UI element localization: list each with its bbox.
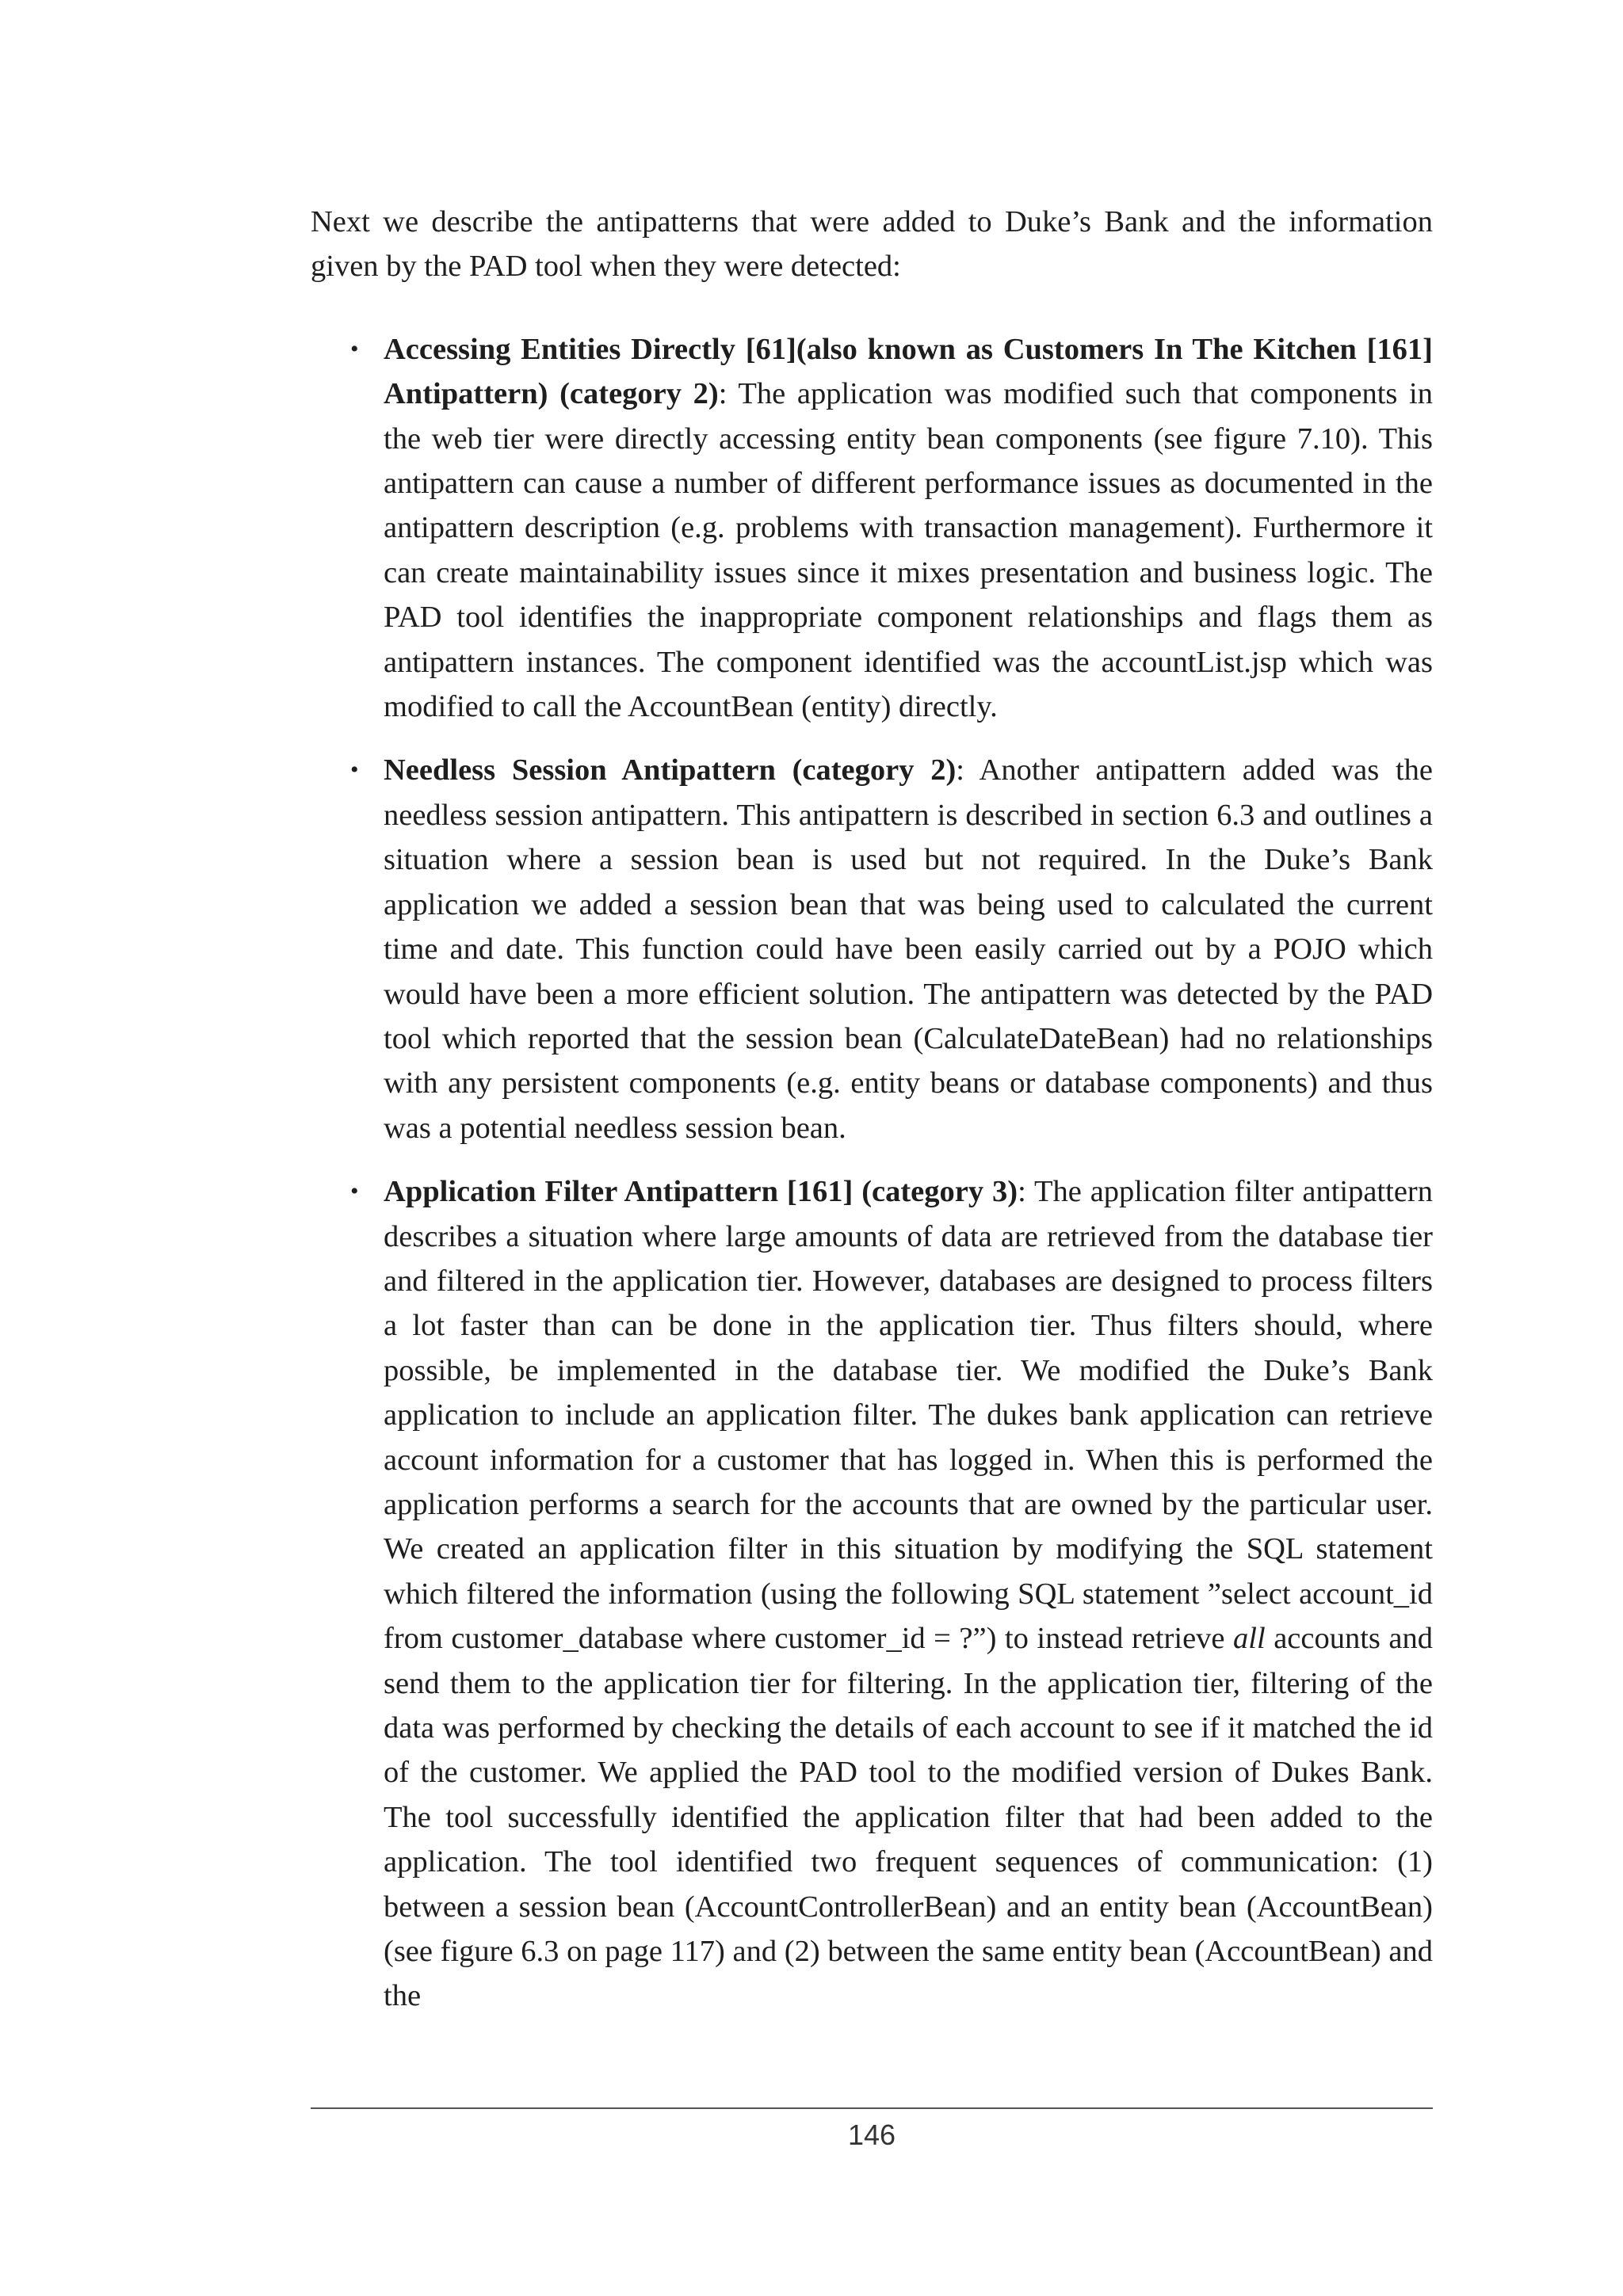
intro-paragraph: Next we describe the antipatterns that were added to Duke’s Bank and the information given by the PAD tool when they were detected: xyxy=(311,205,1433,284)
item-body: : Another antipattern added was the needless session antipattern. This antipattern is described in section 6.3 and outlines a situation where a session bean is used but not required. In the Duke’s Bank application we added a session bean that was being used to calculated the current time and date. This function could have been easily carried out by a POJO which would have been a more efficient solution. The antipattern was detected by the PAD tool which reported that the session bean (CalculateDateBean) had no relationships with any persistent components (e.g. entity beans or database components) and thus was a potential needless session bean. xyxy=(384,753,1433,1145)
page-number: 146 xyxy=(847,2119,896,2151)
bullet-icon: • xyxy=(350,757,359,784)
item-body: : The application was modified such that components in the web tier were directly accessing entity bean components (see figure 7.10). This antipattern can cause a number of different performance issues as documented in the antipattern description (e.g. problems with transaction management). Furthermore it can create maintainability issues since it mixes presentation and business logic. The PAD tool identifies the inappropriate component relationships and flags them as antipattern instances. The component identified was the accountList.jsp which was modified to call the AccountBean (entity) directly. xyxy=(384,377,1433,724)
item-body-start: : The application filter antipattern describes a situation where large amounts of data are retrieved from the database tier and filtered in the application tier. However, databases are designed to process filters a lot faster than can be done in the application tier. Thus filters should, where possible, be implemented in the database tier. We modified the Duke’s Bank application to include an application filter. The dukes bank application can retrieve account information for a customer that has logged in. When this is performed the application performs a search for the accounts that are owned by the particular user. We created an application filter in this situation by modifying the SQL statement which filtered the information (using the following SQL statement ”select account_id from customer_database where customer_id = ?”) to instead retrieve xyxy=(384,1175,1433,1656)
body-text xyxy=(311,200,1433,2038)
item-title: Needless Session Antipattern (category 2) xyxy=(384,753,957,788)
list-item-accessing-entities-directly xyxy=(350,327,1433,730)
list-item-needless-session xyxy=(350,748,1433,1150)
bullet-icon: • xyxy=(350,335,359,362)
footer-divider xyxy=(311,2107,1433,2109)
item-body-emphasis: all xyxy=(1233,1622,1266,1656)
bullet-icon: • xyxy=(350,1178,359,1205)
antipattern-list xyxy=(311,327,1433,2019)
item-body-end: accounts and send them to the application tier for filtering. In the application tier, filtering of the data was performed by checking the details of each account to see if it matched the id of the customer. We applied the PAD tool to the modified version of Dukes Bank. The tool successfully identified the application filter that had been added to the application. The tool identified two frequent sequences of communication: (1) between a session bean (AccountControllerBean) and an entity bean (AccountBean) (see figure 6.3 on page 117) and (2) between the same entity bean (AccountBean) and the xyxy=(384,1622,1433,2013)
item-title: Accessing Entities Directly [61](also known as Customers In The Kitchen [161] Antipattern) (category 2) xyxy=(384,332,1433,411)
list-item-application-filter xyxy=(350,1169,1433,2019)
item-title: Application Filter Antipattern [161] (category 3) xyxy=(384,1175,1018,1209)
